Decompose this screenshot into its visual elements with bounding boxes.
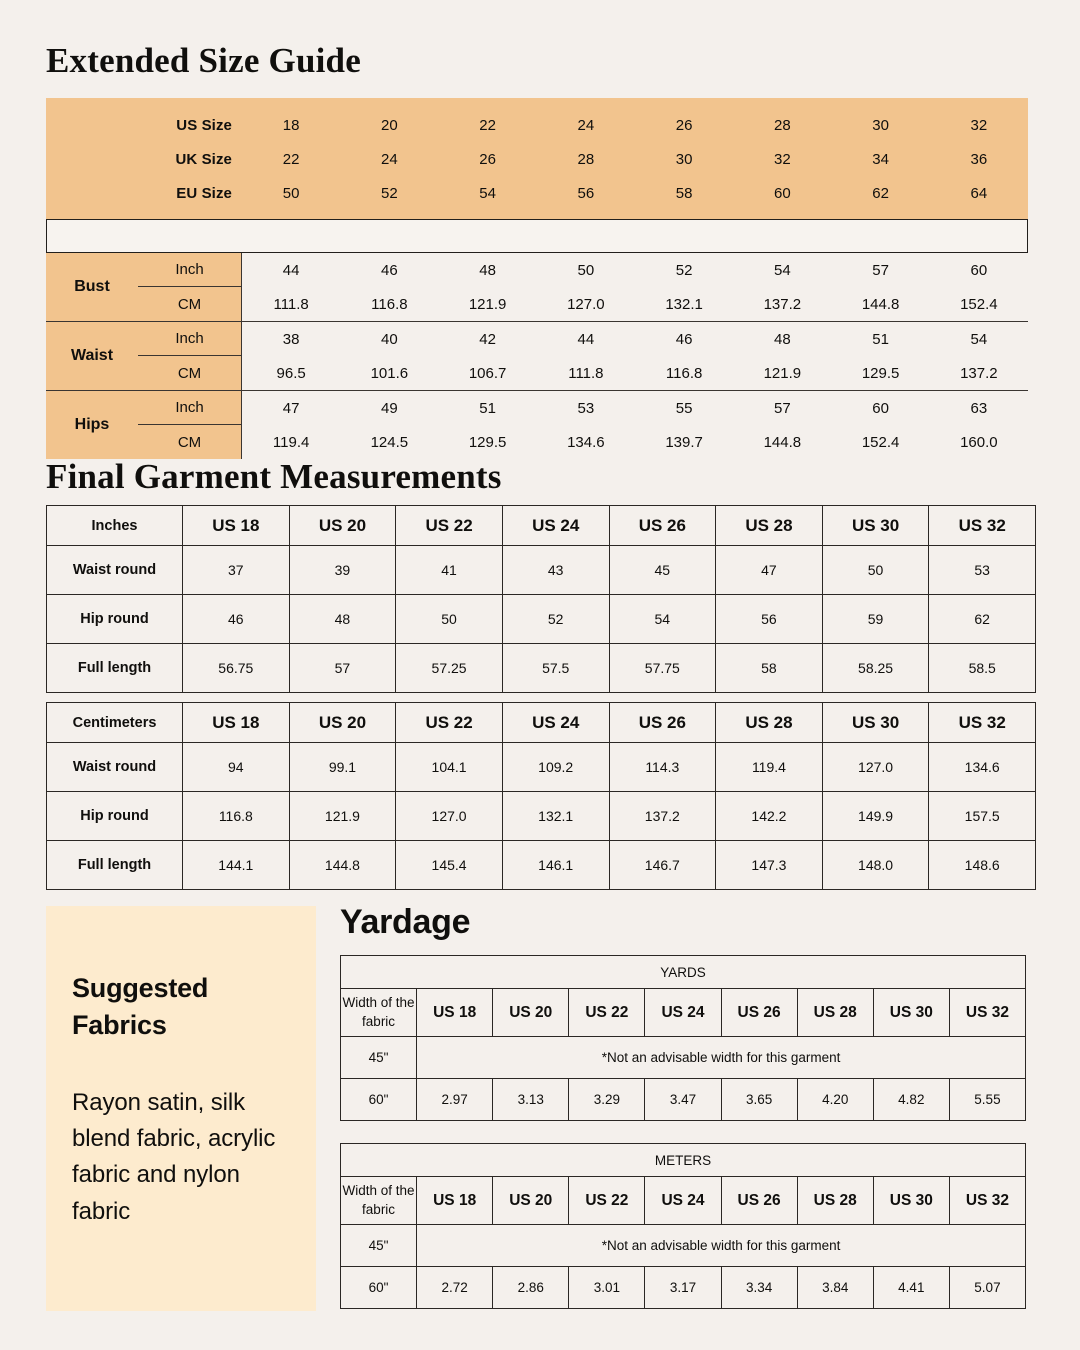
value-cell: 111.8 xyxy=(273,295,309,313)
unit-inch-label: Inch xyxy=(138,253,241,287)
value-cell: 53 xyxy=(577,399,595,417)
value-cell: 101.6 xyxy=(370,364,409,382)
column-header: US 26 xyxy=(721,989,797,1037)
value-cell: 111.8 xyxy=(568,364,604,382)
value-cell: 121.9 xyxy=(763,364,802,382)
value-cell: 132.1 xyxy=(665,295,703,313)
column-header: US 22 xyxy=(569,1177,645,1225)
value-cell: 54 xyxy=(970,330,988,348)
fabric-width-label: 60" xyxy=(341,1079,417,1121)
measurement-group-waist xyxy=(46,322,1028,391)
value-cell: 46 xyxy=(183,595,290,644)
row-label: Waist round xyxy=(47,743,183,792)
size-cell: 34 xyxy=(872,150,889,168)
yards-title-row xyxy=(341,956,1026,989)
table-row xyxy=(47,841,1036,890)
group-values xyxy=(242,391,1028,459)
size-guide-table xyxy=(0,98,1028,459)
value-cell: 60 xyxy=(970,261,988,279)
value-cell: 51 xyxy=(872,330,889,348)
fabric-width-label: 60" xyxy=(341,1267,417,1309)
value-cell: 52 xyxy=(675,261,693,279)
value-cell: 99.1 xyxy=(289,743,396,792)
value-cell: 58.25 xyxy=(822,644,929,693)
fabrics-heading: Suggested Fabrics xyxy=(72,973,209,1041)
table-header-row xyxy=(47,703,1036,743)
value-cell: 3.13 xyxy=(493,1079,569,1121)
value-cell: 56.75 xyxy=(183,644,290,693)
size-cell: 26 xyxy=(479,150,496,168)
column-header: US 18 xyxy=(183,703,290,743)
size-row-uk xyxy=(46,142,1028,176)
size-cell: 58 xyxy=(675,184,693,202)
value-cell: 152.4 xyxy=(861,433,900,451)
size-cell: 62 xyxy=(872,184,889,202)
size-row-eu xyxy=(46,176,1028,210)
column-header: US 26 xyxy=(609,703,716,743)
size-cell: 18 xyxy=(282,116,300,134)
size-cell: 52 xyxy=(381,184,398,202)
value-cell: 57 xyxy=(872,261,889,279)
value-cell: 54 xyxy=(609,595,716,644)
value-cell: 57.25 xyxy=(396,644,503,693)
table-row-60 xyxy=(341,1079,1026,1121)
value-cell: 2.86 xyxy=(493,1267,569,1309)
value-cell: 3.84 xyxy=(797,1267,873,1309)
value-cell: 127.0 xyxy=(822,743,929,792)
unit-inch-label: Inch xyxy=(138,391,241,425)
value-cell: 45 xyxy=(609,546,716,595)
row-label: Full length xyxy=(47,841,183,890)
measurement-group-bust xyxy=(46,253,1028,322)
column-header: US 30 xyxy=(873,989,949,1037)
value-cell: 39 xyxy=(289,546,396,595)
value-cell: 40 xyxy=(381,330,398,348)
value-cell: 94 xyxy=(183,743,290,792)
value-cell: 52 xyxy=(502,595,609,644)
size-cell: 32 xyxy=(970,116,988,134)
value-cell: 157.5 xyxy=(929,792,1036,841)
table-header-row xyxy=(341,1177,1026,1225)
value-cell: 129.5 xyxy=(861,364,900,382)
size-guide-body xyxy=(46,253,1028,459)
column-header: US 20 xyxy=(289,506,396,546)
table-row xyxy=(47,546,1036,595)
value-cell: 57.75 xyxy=(609,644,716,693)
value-cell: 51 xyxy=(479,399,496,417)
value-cell: 116.8 xyxy=(183,792,290,841)
group-label: Hips xyxy=(46,391,138,459)
meters-title: METERS xyxy=(341,1144,1026,1177)
value-cell: 127.0 xyxy=(396,792,503,841)
width-of-fabric-header: Width of the fabric xyxy=(341,1177,417,1225)
size-guide-header-block xyxy=(46,98,1028,219)
table-row xyxy=(47,595,1036,644)
value-cell: 134.6 xyxy=(929,743,1036,792)
column-header: US 18 xyxy=(183,506,290,546)
value-cell: 160.0 xyxy=(960,433,998,451)
size-cell: 26 xyxy=(675,116,693,134)
value-cell: 104.1 xyxy=(396,743,503,792)
size-cell: 22 xyxy=(282,150,300,168)
column-header: US 28 xyxy=(716,703,823,743)
value-cell: 55 xyxy=(675,399,693,417)
size-cell: 32 xyxy=(774,150,791,168)
column-header: US 22 xyxy=(396,703,503,743)
value-cell: 58 xyxy=(716,644,823,693)
unit-inch-label: Inch xyxy=(138,322,241,356)
table-row xyxy=(47,644,1036,693)
unit-cm-label: CM xyxy=(177,364,202,382)
row-label: Hip round xyxy=(47,595,183,644)
column-header: US 24 xyxy=(502,703,609,743)
column-header: US 28 xyxy=(797,1177,873,1225)
value-cell: 134.6 xyxy=(567,433,605,451)
value-cell: 109.2 xyxy=(502,743,609,792)
value-cell: 4.41 xyxy=(873,1267,949,1309)
value-cell: 3.65 xyxy=(721,1079,797,1121)
value-cell: 119.4 xyxy=(716,743,823,792)
value-cell: 137.2 xyxy=(609,792,716,841)
suggested-fabrics-panel xyxy=(46,906,316,1311)
value-cell: 59 xyxy=(822,595,929,644)
value-cell: 2.72 xyxy=(417,1267,493,1309)
value-cell: 139.7 xyxy=(665,433,703,451)
value-cell: 47 xyxy=(716,546,823,595)
column-header: US 18 xyxy=(417,1177,493,1225)
fabric-width-label: 45" xyxy=(341,1037,417,1079)
value-cell: 149.9 xyxy=(822,792,929,841)
value-cell: 3.34 xyxy=(721,1267,797,1309)
value-cell: 60 xyxy=(872,399,889,417)
yards-title: YARDS xyxy=(341,956,1026,989)
value-cell: 3.17 xyxy=(645,1267,721,1309)
cm-values-row xyxy=(242,425,1028,459)
value-cell: 146.1 xyxy=(502,841,609,890)
cm-values-row xyxy=(242,356,1028,390)
size-row-label: US Size xyxy=(176,116,232,134)
value-cell: 53 xyxy=(929,546,1036,595)
table-row xyxy=(47,743,1036,792)
group-label: Waist xyxy=(46,322,138,390)
unit-header: Inches xyxy=(47,506,183,546)
not-advisable-note: *Not an advisable width for this garment xyxy=(417,1037,1026,1079)
size-cell: 24 xyxy=(381,150,398,168)
group-values xyxy=(242,322,1028,390)
value-cell: 44 xyxy=(577,330,595,348)
value-cell: 4.20 xyxy=(797,1079,873,1121)
table-row-45 xyxy=(341,1225,1026,1267)
size-cell: 36 xyxy=(970,150,988,168)
size-cell: 22 xyxy=(479,116,496,134)
group-units xyxy=(138,322,242,390)
column-header: US 32 xyxy=(949,989,1025,1037)
value-cell: 116.8 xyxy=(665,364,703,382)
value-cell: 46 xyxy=(381,261,398,279)
inch-values-row xyxy=(242,322,1028,356)
value-cell: 124.5 xyxy=(370,433,409,451)
column-header: US 28 xyxy=(797,989,873,1037)
group-units xyxy=(138,253,242,321)
cm-values-row xyxy=(242,287,1028,321)
unit-cm-label: CM xyxy=(177,433,202,451)
value-cell: 144.8 xyxy=(861,295,900,313)
value-cell: 137.2 xyxy=(763,295,802,313)
value-cell: 5.55 xyxy=(949,1079,1025,1121)
size-row-label: UK Size xyxy=(175,150,232,168)
group-label: Bust xyxy=(46,253,138,321)
inch-values-row xyxy=(242,253,1028,287)
value-cell: 148.0 xyxy=(822,841,929,890)
size-cell: 56 xyxy=(577,184,595,202)
column-header: US 20 xyxy=(493,989,569,1037)
fabric-width-label: 45" xyxy=(341,1225,417,1267)
value-cell: 147.3 xyxy=(716,841,823,890)
not-advisable-note: *Not an advisable width for this garment xyxy=(417,1225,1026,1267)
value-cell: 54 xyxy=(774,261,791,279)
group-values xyxy=(242,253,1028,321)
yards-table xyxy=(340,955,1026,1121)
size-row-us xyxy=(46,108,1028,142)
size-cell: 28 xyxy=(577,150,595,168)
value-cell: 152.4 xyxy=(960,295,998,313)
value-cell: 145.4 xyxy=(396,841,503,890)
value-cell: 50 xyxy=(577,261,595,279)
value-cell: 42 xyxy=(479,330,496,348)
value-cell: 44 xyxy=(282,261,300,279)
value-cell: 144.8 xyxy=(289,841,396,890)
size-cell: 60 xyxy=(774,184,791,202)
size-cell: 28 xyxy=(774,116,791,134)
size-cell: 54 xyxy=(479,184,496,202)
size-guide-spacer-row xyxy=(46,219,1028,253)
value-cell: 56 xyxy=(716,595,823,644)
size-cell: 24 xyxy=(577,116,595,134)
column-header: US 32 xyxy=(929,703,1036,743)
value-cell: 50 xyxy=(396,595,503,644)
value-cell: 3.47 xyxy=(645,1079,721,1121)
column-header: US 20 xyxy=(289,703,396,743)
value-cell: 58.5 xyxy=(929,644,1036,693)
size-cell: 20 xyxy=(381,116,398,134)
size-cell: 30 xyxy=(675,150,693,168)
column-header: US 24 xyxy=(502,506,609,546)
value-cell: 63 xyxy=(970,399,988,417)
value-cell: 144.8 xyxy=(763,433,802,451)
column-header: US 32 xyxy=(949,1177,1025,1225)
value-cell: 49 xyxy=(381,399,398,417)
column-header: US 22 xyxy=(569,989,645,1037)
value-cell: 3.29 xyxy=(569,1079,645,1121)
value-cell: 47 xyxy=(282,399,300,417)
value-cell: 43 xyxy=(502,546,609,595)
value-cell: 142.2 xyxy=(716,792,823,841)
section-title-yardage: Yardage xyxy=(340,903,471,941)
garment-centimeters-table xyxy=(46,702,1036,890)
value-cell: 5.07 xyxy=(949,1267,1025,1309)
column-header: US 28 xyxy=(716,506,823,546)
section-title-size-guide: Extended Size Guide xyxy=(46,41,361,80)
value-cell: 3.01 xyxy=(569,1267,645,1309)
column-header: US 22 xyxy=(396,506,503,546)
value-cell: 50 xyxy=(822,546,929,595)
value-cell: 57 xyxy=(289,644,396,693)
table-header-row xyxy=(341,989,1026,1037)
row-label: Hip round xyxy=(47,792,183,841)
row-label: Waist round xyxy=(47,546,183,595)
column-header: US 26 xyxy=(721,1177,797,1225)
value-cell: 62 xyxy=(929,595,1036,644)
unit-cm-label: CM xyxy=(177,295,202,313)
measurement-group-hips xyxy=(46,391,1028,459)
value-cell: 116.8 xyxy=(371,295,408,313)
value-cell: 121.9 xyxy=(468,295,507,313)
fabrics-body: Rayon satin, silk blend fabric, acrylic fabric and nylon fabric xyxy=(72,1088,276,1225)
value-cell: 106.7 xyxy=(468,364,507,382)
value-cell: 48 xyxy=(774,330,791,348)
column-header: US 32 xyxy=(929,506,1036,546)
yardage-section xyxy=(340,903,1030,1309)
value-cell: 46 xyxy=(675,330,693,348)
value-cell: 146.7 xyxy=(609,841,716,890)
table-row-45 xyxy=(341,1037,1026,1079)
inch-values-row xyxy=(242,391,1028,425)
value-cell: 4.82 xyxy=(873,1079,949,1121)
value-cell: 38 xyxy=(282,330,300,348)
size-cell: 50 xyxy=(282,184,300,202)
value-cell: 114.3 xyxy=(609,743,716,792)
column-header: US 30 xyxy=(873,1177,949,1225)
garment-inches-table xyxy=(46,505,1036,693)
value-cell: 96.5 xyxy=(276,364,306,382)
table-header-row xyxy=(47,506,1036,546)
section-title-garment: Final Garment Measurements xyxy=(46,457,502,496)
group-units xyxy=(138,391,242,459)
value-cell: 48 xyxy=(479,261,496,279)
value-cell: 48 xyxy=(289,595,396,644)
value-cell: 57 xyxy=(774,399,791,417)
table-row xyxy=(47,792,1036,841)
value-cell: 137.2 xyxy=(960,364,998,382)
value-cell: 148.6 xyxy=(929,841,1036,890)
value-cell: 121.9 xyxy=(289,792,396,841)
size-row-label: EU Size xyxy=(176,184,232,202)
width-of-fabric-header: Width of the fabric xyxy=(341,989,417,1037)
column-header: US 26 xyxy=(609,506,716,546)
column-header: US 20 xyxy=(493,1177,569,1225)
column-header: US 30 xyxy=(822,703,929,743)
meters-title-row xyxy=(341,1144,1026,1177)
unit-header: Centimeters xyxy=(47,703,183,743)
value-cell: 41 xyxy=(396,546,503,595)
value-cell: 144.1 xyxy=(183,841,290,890)
size-cell: 30 xyxy=(872,116,889,134)
column-header: US 18 xyxy=(417,989,493,1037)
table-row-60 xyxy=(341,1267,1026,1309)
meters-table xyxy=(340,1143,1026,1309)
row-label: Full length xyxy=(47,644,183,693)
value-cell: 127.0 xyxy=(567,295,605,313)
value-cell: 2.97 xyxy=(417,1079,493,1121)
size-cell: 64 xyxy=(970,184,988,202)
value-cell: 57.5 xyxy=(502,644,609,693)
column-header: US 24 xyxy=(645,1177,721,1225)
column-header: US 30 xyxy=(822,506,929,546)
value-cell: 132.1 xyxy=(502,792,609,841)
value-cell: 37 xyxy=(183,546,290,595)
value-cell: 119.4 xyxy=(272,433,310,451)
column-header: US 24 xyxy=(645,989,721,1037)
value-cell: 129.5 xyxy=(468,433,507,451)
